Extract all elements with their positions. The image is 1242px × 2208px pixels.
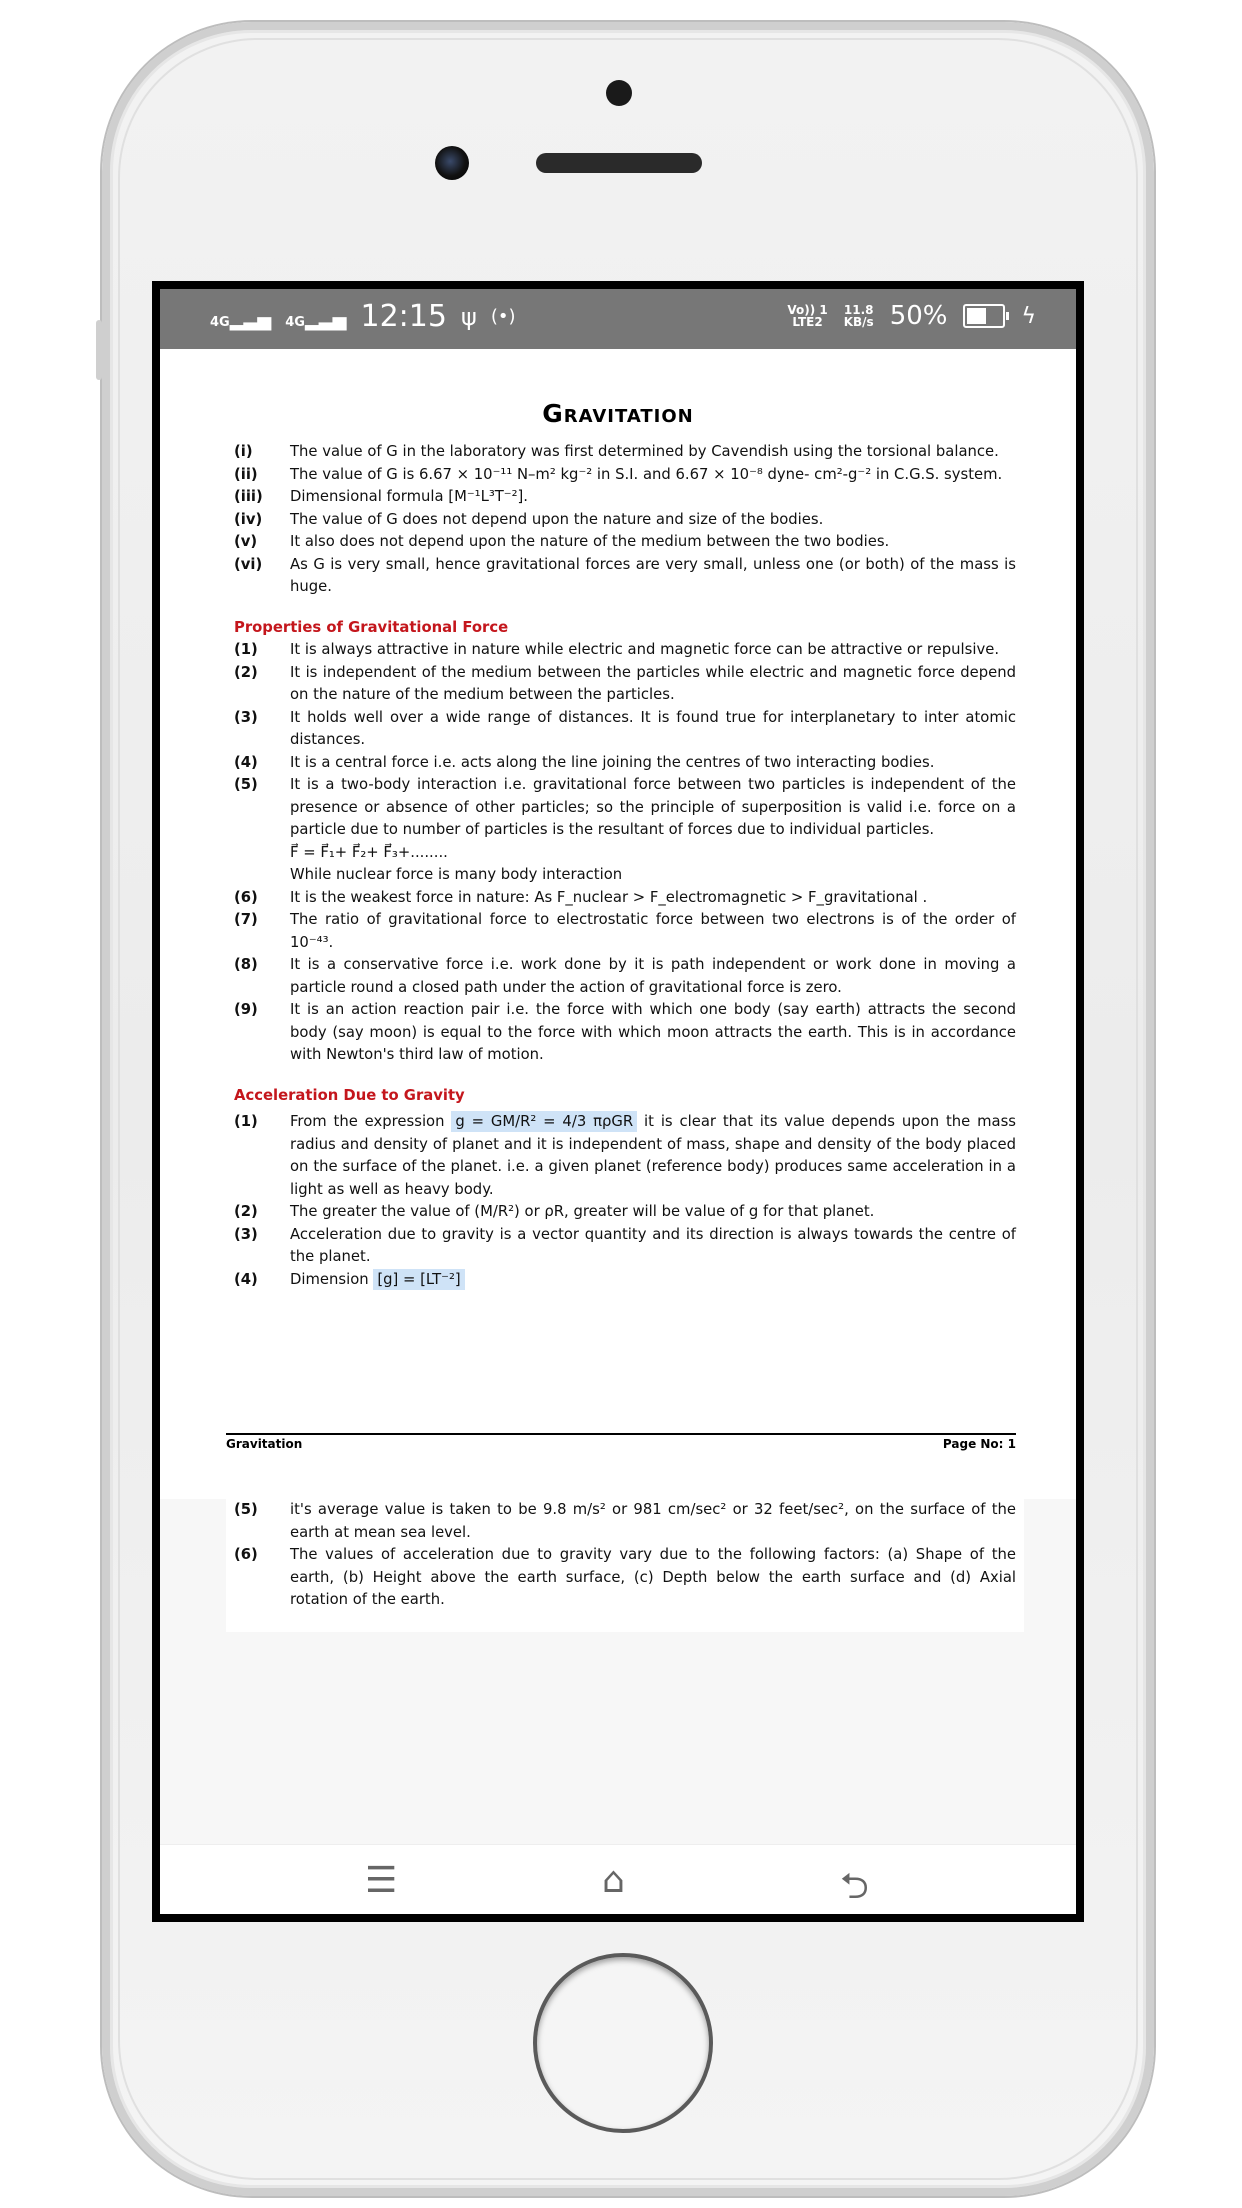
item-number: (vi)	[234, 555, 263, 573]
item-text: It is a two-body interaction i.e. gravitational force between two particles is independent of the presence or absence of other particles; so the principle of superposition is valid i.e. force on a particle due to number of particles is the resultant of forces due to individual particles.	[290, 776, 1016, 838]
list-item	[234, 531, 1016, 554]
list-item	[234, 1544, 1016, 1612]
item-text: It is a central force i.e. acts along the line joining the centres of two interacting bodies.	[290, 753, 935, 771]
item-number: (5)	[234, 1501, 258, 1518]
list-item	[234, 909, 1016, 954]
list-item	[234, 1269, 1016, 1292]
item-text: From the expression g = GM/R² = 4/3 πρGR it is clear that its value depends upon the mass radius and density of planet and it is independent of mass, shape and density of the body placed on the surface of the planet. i.e. a given planet (reference body) produces same acceleration in a light as well as heavy body.	[290, 1113, 1016, 1198]
earpiece-speaker	[536, 153, 702, 173]
front-camera	[435, 146, 469, 180]
menu-icon[interactable]: ☰	[365, 1860, 398, 1901]
item-number: (2)	[234, 663, 258, 681]
dimension-formula: [g] = [LT⁻²]	[373, 1269, 464, 1290]
network-speed: 11.8 KB/s	[843, 303, 874, 329]
footer-chapter: Gravitation	[226, 1437, 303, 1451]
usb-icon: ψ	[460, 302, 477, 331]
item-text: it's average value is taken to be 9.8 m/s² or 981 cm/sec² or 32 feet/sec², on the surface of the earth at mean sea level.	[290, 1501, 1016, 1541]
signal-sim1: 4G▂▃▅	[210, 310, 272, 331]
footer-page-number: Page No: 1	[942, 1437, 1016, 1451]
item-text: The values of acceleration due to gravity vary due to the following factors: (a) Shape of the earth, (b) Height above the earth surface, (c) Depth below the earth surface and (d) Axial rotation of the earth.	[290, 1546, 1016, 1608]
item-text: Acceleration due to gravity is a vector quantity and its direction is always towards the centre of the planet.	[290, 1225, 1016, 1265]
properties-list	[234, 639, 1016, 842]
list-item	[234, 441, 1016, 464]
item-text: The greater the value of (M/R²) or ρR, greater will be value of g for that planet.	[290, 1203, 875, 1220]
item-text: Dimension [g] = [LT⁻²]	[290, 1269, 1016, 1292]
item-number: (1)	[234, 641, 258, 658]
intro-list	[234, 441, 1016, 599]
item-number: (3)	[234, 708, 258, 726]
acceleration-list	[234, 1201, 1016, 1269]
list-item	[234, 954, 1016, 999]
item-text: It also does not depend upon the nature of the medium between the two bodies.	[290, 533, 890, 550]
home-button[interactable]	[533, 1953, 713, 2133]
back-icon[interactable]: ⮌	[840, 1866, 869, 1907]
item-text: It is a conservative force i.e. work done by it is path independent or work done in moving a particle round a closed path under the action of gravitational force is zero.	[290, 956, 1016, 996]
item-text: The value of G does not depend upon the nature and size of the bodies.	[290, 510, 824, 528]
item-number: (i)	[234, 443, 253, 460]
navigation-bar	[160, 1844, 1076, 1915]
list-item	[234, 464, 1016, 487]
status-bar-left	[210, 299, 515, 334]
page-footer	[226, 1433, 1016, 1451]
item-number: (9)	[234, 1001, 258, 1018]
signal-bars-icon: ▂▃▅	[304, 310, 347, 331]
list-item	[234, 1201, 1016, 1224]
item-text: Dimensional formula [M⁻¹L³T⁻²].	[290, 488, 529, 505]
page2-list	[234, 1499, 1016, 1612]
item-number: (iii)	[234, 488, 263, 505]
list-item	[234, 1499, 1016, 1544]
item-number: (v)	[234, 533, 258, 550]
item-number: (ii)	[234, 465, 258, 483]
item-number: (1)	[234, 1113, 258, 1130]
item-number: (7)	[234, 911, 258, 928]
list-item	[234, 887, 1016, 910]
properties-list-continued	[234, 887, 1016, 1067]
list-item	[234, 707, 1016, 752]
home-icon[interactable]: ⌂	[602, 1860, 625, 1901]
list-item	[234, 486, 1016, 509]
hotspot-icon: (•)	[490, 306, 516, 327]
formula-note: While nuclear force is many body interaction	[290, 866, 623, 883]
item-text: It is an action reaction pair i.e. the force with which one body (say earth) attracts the second body (say moon) is equal to the force with which moon attracts the earth. This is in accordance with Newton's third law of motion.	[290, 1001, 1016, 1063]
item-number: (5)	[234, 776, 258, 793]
list-item	[234, 752, 1016, 775]
list-item	[234, 554, 1016, 599]
list-item	[234, 774, 1016, 842]
item-number: (6)	[234, 888, 258, 906]
item-text: It is always attractive in nature while electric and magnetic force can be attractive or repulsive.	[290, 641, 1000, 658]
battery-percent: 50%	[889, 301, 948, 331]
item-text: It is independent of the medium between the particles while electric and magnetic force depend on the nature of the medium between the particles.	[290, 663, 1016, 703]
signal-bars-icon: ▂▃▅	[229, 310, 272, 331]
item-number: (2)	[234, 1203, 258, 1220]
list-item	[234, 999, 1016, 1067]
item-text: It is the weakest force in nature: As F_nuclear > F_electromagnetic > F_gravitational .	[290, 888, 928, 906]
section-heading-acceleration: Acceleration Due to Gravity	[234, 1086, 465, 1104]
battery-icon	[963, 304, 1005, 328]
document-page-1	[160, 349, 1076, 1504]
clock: 12:15	[360, 299, 447, 334]
item-number: (iv)	[234, 510, 263, 528]
gravity-formula: g = GM/R² = 4/3 πρGR	[451, 1111, 637, 1132]
list-item	[234, 1111, 1016, 1201]
item-text: The ratio of gravitational force to electrostatic force between two electrons is of the order of 10⁻⁴³.	[290, 911, 1016, 951]
item-text: The value of G in the laboratory was first determined by Cavendish using the torsional balance.	[290, 443, 999, 460]
item-number: (3)	[234, 1225, 258, 1243]
item-number: (4)	[234, 1270, 258, 1288]
section-heading-properties: Properties of Gravitational Force	[234, 618, 509, 636]
phone-screen	[152, 281, 1084, 1922]
item-text: As G is very small, hence gravitational forces are very small, unless one (or both) of the mass is huge.	[290, 555, 1016, 595]
list-item	[234, 662, 1016, 707]
volte-indicator: Vo)) 1 LTE2	[787, 303, 828, 329]
page-content	[226, 1499, 1024, 1632]
signal-sim2: 4G▂▃▅	[285, 310, 347, 331]
charging-icon: ϟ	[1021, 303, 1036, 329]
battery-level	[967, 308, 986, 324]
status-bar-right	[787, 301, 1036, 331]
superposition-formula: F⃗ = F⃗₁+ F⃗₂+ F⃗₃+........	[290, 843, 448, 861]
list-item	[234, 1224, 1016, 1269]
item-text: It holds well over a wide range of distances. It is found true for interplanetary to inter atomic distances.	[290, 708, 1016, 748]
item-number: (4)	[234, 753, 258, 771]
item-text: The value of G is 6.67 × 10⁻¹¹ N–m² kg⁻² in S.I. and 6.67 × 10⁻⁸ dyne- cm²-g⁻² in C.G.S. system.	[290, 465, 1003, 483]
proximity-sensor	[606, 80, 632, 106]
list-item	[234, 639, 1016, 662]
item-number: (8)	[234, 956, 258, 973]
list-item	[234, 509, 1016, 532]
status-bar	[160, 289, 1076, 349]
page-title: Gravitation	[542, 399, 694, 428]
document-viewer[interactable]	[160, 349, 1076, 1904]
item-number: (6)	[234, 1546, 258, 1563]
page-content	[234, 441, 1016, 1291]
side-button	[96, 320, 102, 380]
